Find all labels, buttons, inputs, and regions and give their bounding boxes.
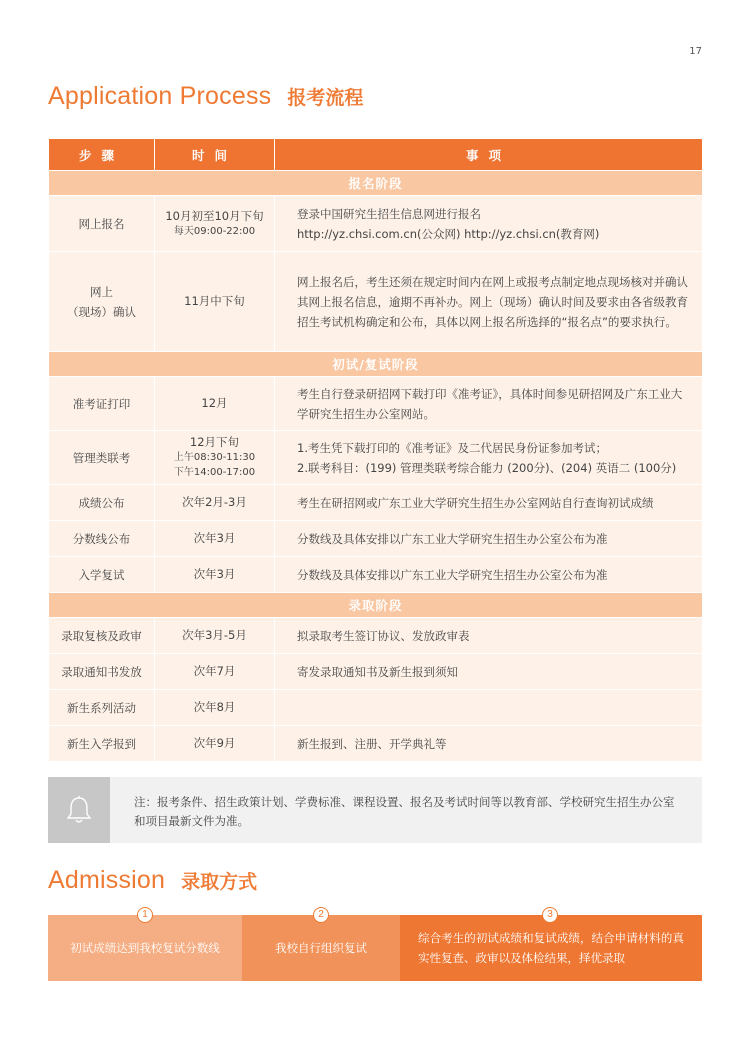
- step-text: 初试成绩达到我校复试分数线: [70, 941, 220, 955]
- title-zh: 录取方式: [181, 871, 258, 893]
- table-row: [49, 196, 703, 252]
- item-line: 分数线及具体安排以广东工业大学研究生招生办公室公布为准: [297, 531, 608, 546]
- time-line: 次年7月: [193, 664, 236, 678]
- bell-icon: [66, 795, 92, 825]
- cell-step: 分数线公布: [49, 521, 155, 557]
- table-row: [49, 690, 703, 726]
- title-en: Application Process: [48, 82, 272, 110]
- item-line: http://yz.chsi.com.cn(公众网) http://yz.chsi.cn(教育网): [297, 226, 600, 241]
- table-row: [49, 557, 703, 593]
- time-line: 10月初至10月下旬: [165, 208, 264, 223]
- cell-item: [275, 485, 703, 521]
- cell-item: [275, 618, 703, 654]
- cell-step: 管理类联考: [49, 431, 155, 485]
- table-row: [49, 654, 703, 690]
- cell-time: [155, 377, 275, 431]
- stage-name: 报名阶段: [49, 171, 703, 196]
- cell-step: 录取复核及政审: [49, 618, 155, 654]
- admission-step-2: [242, 915, 400, 981]
- cell-time: [155, 196, 275, 252]
- step-text: 我校自行组织复试: [275, 941, 367, 955]
- stage-row: [49, 593, 703, 618]
- cell-step: 网上报名: [49, 196, 155, 252]
- table-row: [49, 618, 703, 654]
- cell-time: [155, 557, 275, 593]
- item-line: 登录中国研究生招生信息网进行报名: [297, 206, 481, 221]
- stage-name: 录取阶段: [49, 593, 703, 618]
- table-row: [49, 252, 703, 352]
- step-number-badge: 2: [313, 907, 329, 923]
- time-line: 次年2月-3月: [182, 495, 247, 509]
- admission-step-1: [48, 915, 242, 981]
- item-line: 1.考生凭下载打印的《准考证》及二代居民身份证参加考试；: [297, 440, 607, 455]
- cell-item: [275, 431, 703, 485]
- time-line: 次年3月: [193, 531, 236, 545]
- step-number-badge: 3: [542, 907, 558, 923]
- admission-title: [48, 866, 257, 895]
- time-line: 12月下旬: [189, 435, 240, 449]
- step-line: （现场）确认: [67, 304, 136, 319]
- cell-step: 成绩公布: [49, 485, 155, 521]
- bell-icon-box: [48, 777, 110, 843]
- cell-item: [275, 654, 703, 690]
- table-body: [49, 171, 703, 762]
- cell-item: [275, 196, 703, 252]
- item-line: 2.联考科目：(199) 管理类联考综合能力 (200分)、(204) 英语二 (100分): [297, 460, 677, 475]
- item-line: 分数线及具体安排以广东工业大学研究生招生办公室公布为准: [297, 567, 608, 582]
- admission-steps: [48, 909, 702, 981]
- header-time: 时间: [155, 139, 275, 171]
- header-step: 步骤: [49, 139, 155, 171]
- note-box: [48, 777, 702, 843]
- title-zh: 报考流程: [287, 87, 364, 109]
- cell-item: [275, 377, 703, 431]
- stage-row: [49, 352, 703, 377]
- time-line: 11月中下旬: [184, 294, 245, 308]
- cell-step: [49, 252, 155, 352]
- item-line: 网上报名后，考生还须在规定时间内在网上或报考点制定地点现场核对并确认其网上报名信息，逾期不再补办。网上（现场）确认时间及要求由各省级教育招生考试机构确定和公布，具体以网上报名所选择的“报名点”的要求执行。: [297, 274, 688, 329]
- time-line: 每天09:00-22:00: [173, 225, 256, 237]
- cell-step: 新生系列活动: [49, 690, 155, 726]
- cell-time: [155, 485, 275, 521]
- cell-step: 新生入学报到: [49, 726, 155, 762]
- item-line: 寄发录取通知书及新生报到须知: [297, 664, 458, 679]
- item-line: 拟录取考生签订协议、发放政审表: [297, 628, 470, 643]
- item-line: 新生报到、注册、开学典礼等: [297, 736, 447, 751]
- stage-row: [49, 171, 703, 196]
- step-number-badge: 1: [137, 907, 153, 923]
- cell-step: 准考证打印: [49, 377, 155, 431]
- item-line: 考生在研招网或广东工业大学研究生招生办公室网站自行查询初试成绩: [297, 495, 654, 510]
- table-header-row: [49, 139, 703, 171]
- cell-item: [275, 557, 703, 593]
- time-line: 次年3月: [193, 567, 236, 581]
- table-row: [49, 521, 703, 557]
- time-line: 下午14:00-17:00: [173, 467, 256, 478]
- table-row: [49, 726, 703, 762]
- table-row: [49, 485, 703, 521]
- time-line: 次年9月: [193, 736, 236, 750]
- header-item: 事项: [275, 139, 703, 171]
- table-row: [49, 431, 703, 485]
- table-row: [49, 377, 703, 431]
- cell-item: [275, 252, 703, 352]
- application-process-table: [48, 138, 703, 762]
- cell-item: [275, 521, 703, 557]
- cell-time: [155, 618, 275, 654]
- cell-item: [275, 726, 703, 762]
- cell-time: [155, 252, 275, 352]
- note-text: 注：报考条件、招生政策计划、学费标准、课程设置、报名及考试时间等以教育部、学校研究生招生办公室和项目最新文件为准。: [134, 795, 675, 828]
- item-line: 考生自行登录研招网下载打印《准考证》，具体时间参见研招网及广东工业大学研究生招生办公室网站。: [297, 386, 683, 421]
- stage-name: 初试/复试阶段: [49, 352, 703, 377]
- cell-item: [275, 690, 703, 726]
- time-line: 12月: [201, 396, 228, 410]
- cell-step: 入学复试: [49, 557, 155, 593]
- application-process-title: [48, 82, 363, 111]
- page-number: 17: [689, 46, 702, 57]
- admission-step-3: [400, 915, 702, 981]
- time-line: 上午08:30-11:30: [173, 452, 256, 463]
- step-text: 综合考生的初试成绩和复试成绩，结合申请材料的真实性复查、政审以及体检结果，择优录取: [418, 931, 684, 965]
- step-line: 网上: [90, 284, 113, 299]
- title-en: Admission: [48, 866, 166, 894]
- time-line: 次年8月: [193, 700, 236, 714]
- cell-step: 录取通知书发放: [49, 654, 155, 690]
- cell-time: [155, 654, 275, 690]
- cell-time: [155, 521, 275, 557]
- cell-time: [155, 431, 275, 485]
- cell-time: [155, 690, 275, 726]
- time-line: 次年3月-5月: [182, 628, 247, 642]
- cell-time: [155, 726, 275, 762]
